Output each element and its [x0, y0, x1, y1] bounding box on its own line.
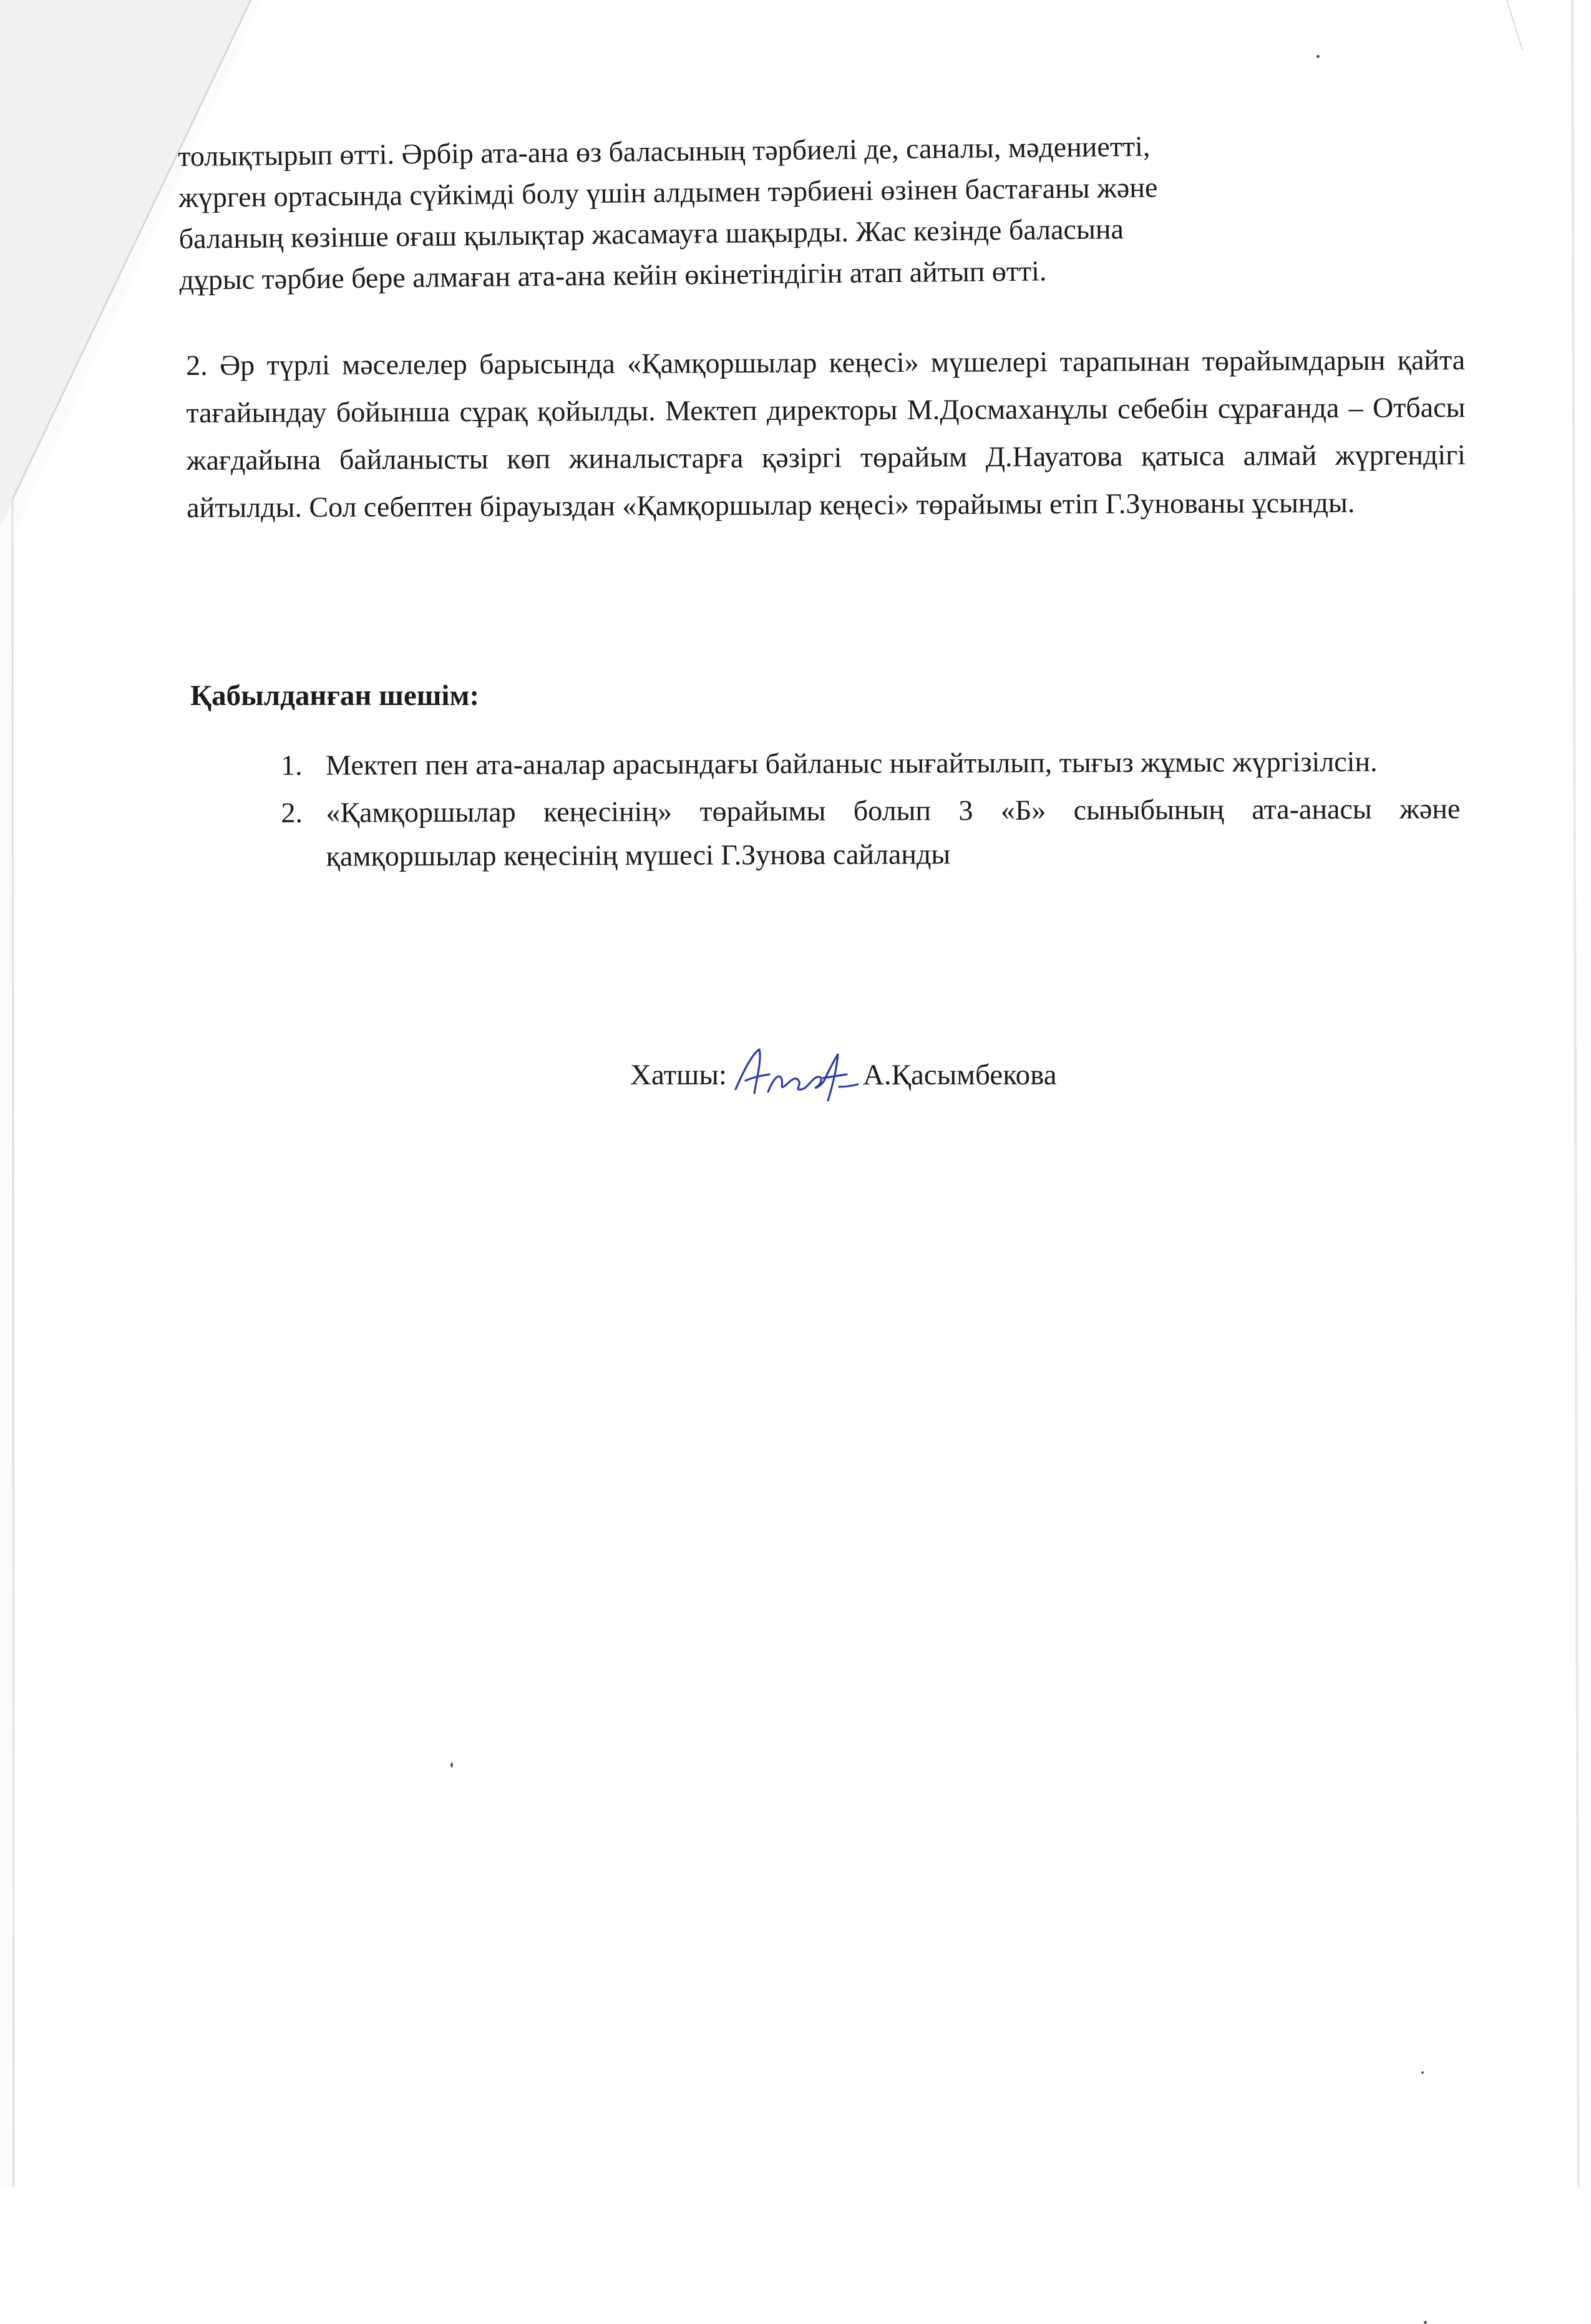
secretary-label: Хатшы: — [630, 1059, 727, 1091]
scan-speck — [1424, 2321, 1427, 2324]
paragraph-line: толықтырып өтті. Әрбір ата-ана өз баласының тәрбиелі де, саналы, мәдениетті, — [178, 130, 1151, 172]
paragraph-continuation — [178, 122, 1462, 301]
secretary-name: А.Қасымбекова — [862, 1059, 1057, 1091]
scan-speck — [1421, 2071, 1424, 2074]
scan-speck — [450, 1762, 453, 1767]
paragraph-line: баланың көзінше оғаш қылықтар жасамауға шақырды. Жас кезінде баласына — [178, 213, 1124, 255]
signature-block — [630, 1041, 1057, 1109]
paragraph-line: жүрген ортасында сүйкімді болу үшін алдымен тәрбиені өзінен бастағаны және — [178, 171, 1158, 213]
decision-number: 1. — [281, 749, 303, 781]
decision-text: «Қамқоршылар кеңесінің» төрайымы болып 3 «Б» сыныбының ата-анасы және қамқоршылар кеңесінің мүшесі Г.Зунова сайланды — [326, 792, 1461, 872]
handwritten-signature — [729, 1041, 860, 1109]
decision-item — [281, 787, 1460, 878]
decision-list — [281, 739, 1461, 882]
decision-heading: Қабылданған шешім: — [190, 679, 480, 712]
decision-text: Мектеп пен ата-аналар арасындағы байланыс нығайтылып, тығыз жұмыс жүргізілсін. — [326, 745, 1378, 781]
decision-number: 2. — [281, 796, 303, 829]
decision-item — [281, 739, 1460, 787]
paragraph-line: дұрыс тәрбие бере алмаған ата-ана кейін өкінетіндігін атап айтып өтті. — [179, 255, 1047, 296]
scan-speck — [1316, 55, 1320, 58]
paragraph-item-2: 2. Әр түрлі мәселелер барысында «Қамқоршылар кеңесі» мүшелері тарапынан төрайымдарын қайта тағайындау бойынша сұрақ қойылды. Мектеп директоры М.Досмаханұлы себебін сұрағанда – Отбасы жағдайына байланысты көп жиналыстарға қәзіргі төрайым Д.Науатова қатыса алмай жүргендігі айтылды. Сол себептен бірауыздан «Қамқоршылар кеңесі» төрайымы етіп Г.Зунованы ұсынды. — [186, 344, 1466, 523]
